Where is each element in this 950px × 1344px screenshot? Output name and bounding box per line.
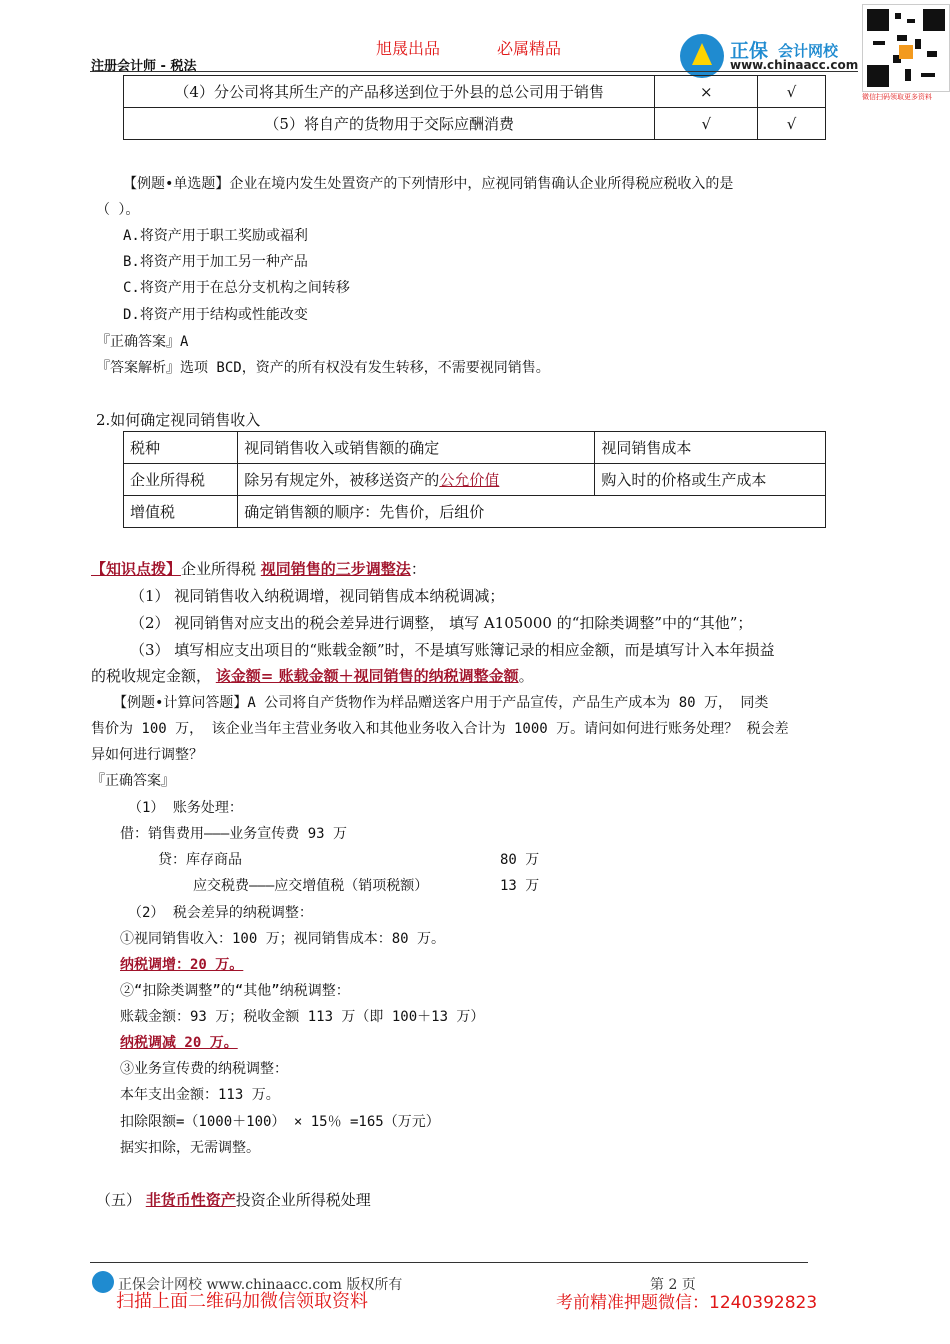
- table-row: [124, 108, 826, 140]
- step-1: （1） 视同销售收入纳税调增，视同销售成本纳税调减；: [130, 587, 505, 605]
- table-deemed-sale-income: [123, 431, 826, 528]
- knowledge-tag: 【知识点拨】: [91, 560, 182, 578]
- answer-label: 『正确答案』A: [96, 334, 189, 350]
- section5-suffix: 投资企业所得税处理: [235, 1191, 371, 1209]
- part-2-heading: （2） 税会差异的纳税调整：: [128, 905, 313, 921]
- promo-right: 考前精准押题微信：1240392823: [556, 1293, 818, 1313]
- footer-logo-icon: [92, 1271, 114, 1293]
- step-3-prefix: 的税收规定金额，: [91, 667, 216, 685]
- brand-tag-b: 必属精品: [497, 39, 562, 58]
- table-cell: 确定销售额的顺序：先售价，后组价: [238, 496, 826, 528]
- table-cell: √: [758, 108, 826, 140]
- footer-copyright: 正保会计网校 www.chinaacc.com 版权所有: [118, 1277, 403, 1293]
- table-row: [124, 464, 826, 496]
- knowledge-tip: [91, 558, 426, 579]
- answer-label-2: 『正确答案』: [91, 773, 175, 789]
- journal-credit-2-amount: 13 万: [500, 878, 540, 894]
- table-cell: （4）分公司将其所生产的产品移送到位于外县的总公司用于销售: [124, 76, 655, 108]
- fair-value-emphasis: 公允价值: [439, 471, 500, 489]
- qr-caption: 微信扫码领取更多资料: [862, 93, 932, 101]
- journal-credit-2: 应交税费———应交增值税（销项税额）: [193, 878, 429, 894]
- logo-name: 正保: [730, 40, 769, 62]
- step-s3-b: 扣除限额=（1000＋100） × 15％ =165（万元）: [120, 1114, 440, 1130]
- table-cell: 企业所得税: [124, 464, 238, 496]
- option-d: D.将资产用于结构或性能改变: [123, 307, 308, 323]
- step-3-end: 。: [518, 667, 534, 685]
- example2-question: 【例题•计算问答题】A 公司将自产货物作为样品赠送客户用于产品宣传，产品生产成本为 80 万， 同类: [113, 695, 769, 711]
- step-s2-adjust: 纳税调减 20 万。: [120, 1035, 238, 1051]
- table-deemed-sale-cases: [123, 75, 826, 140]
- knowledge-lead: 企业所得税: [181, 560, 261, 578]
- option-a: A.将资产用于职工奖励或福利: [123, 228, 308, 244]
- logo-sub: 会计网校: [778, 42, 839, 60]
- option-c: C.将资产用于在总分支机构之间转移: [123, 280, 350, 296]
- logo-url: www.chinaacc.com: [730, 58, 859, 72]
- part-1-heading: （1） 账务处理：: [128, 800, 243, 816]
- page-number: 第 2 页: [650, 1277, 696, 1293]
- step-3-cont: [91, 665, 534, 686]
- table-header-row: [124, 432, 826, 464]
- table-header: 税种: [124, 432, 238, 464]
- journal-credit-1: 贷：库存商品: [158, 852, 242, 868]
- step-s2: ②“扣除类调整”的“其他”纳税调整：: [120, 983, 350, 999]
- table-row: [124, 76, 826, 108]
- section5-emphasis: 非货币性资产: [145, 1191, 236, 1209]
- step-3-formula: 该金额= 账载金额＋视同销售的纳税调整金额: [215, 667, 519, 685]
- subject-label: 注册会计师 - 税法: [91, 59, 197, 74]
- example2-question-end: 异如何进行调整？: [91, 747, 203, 763]
- table-cell: （5）将自产的货物用于交际应酬消费: [124, 108, 655, 140]
- step-s3: ③业务宣传费的纳税调整：: [120, 1061, 288, 1077]
- table-cell: 增值税: [124, 496, 238, 528]
- step-s1: ①视同销售收入：100 万；视同销售成本：80 万。: [120, 931, 445, 947]
- journal-debit: 借：销售费用———业务宣传费 93 万: [120, 826, 348, 842]
- footer-divider: [90, 1262, 808, 1263]
- example1-question: 【例题•单选题】企业在境内发生处置资产的下列情形中，应视同销售确认企业所得税应税收入的是: [123, 176, 734, 192]
- example1-question-cont: （ ）。: [96, 202, 140, 218]
- option-b: B.将资产用于加工另一种产品: [123, 254, 308, 270]
- section5-heading: [96, 1189, 371, 1210]
- table-cell: √: [655, 108, 758, 140]
- section2-heading: 2.如何确定视同销售收入: [96, 411, 261, 429]
- knowledge-colon: ：: [410, 560, 426, 578]
- table-row: [124, 496, 826, 528]
- step-2: （2） 视同销售对应支出的税会差异进行调整， 填写 A105000 的“扣除类调整”中的“其他”；: [130, 614, 753, 632]
- knowledge-title: 视同销售的三步调整法: [260, 560, 411, 578]
- example2-question-cont: 售价为 100 万， 该企业当年主营业务收入和其他业务收入合计为 1000 万。请问如何进行账务处理？ 税会差: [91, 721, 789, 737]
- step-3: （3） 填写相应支出项目的“账载金额”时，不是填写账簿记录的相应金额，而是填写计入本年损益: [130, 641, 775, 659]
- cell-text: 除另有规定外，被移送资产的: [244, 471, 440, 489]
- table-header: 视同销售收入或销售额的确定: [238, 432, 595, 464]
- step-s1-adjust: 纳税调增：20 万。: [120, 957, 244, 973]
- table-cell: ×: [655, 76, 758, 108]
- table-cell: [238, 464, 595, 496]
- qr-code-icon: [862, 4, 950, 92]
- brand-tag-a: 旭晟出品: [376, 39, 441, 58]
- section5-prefix: （五）: [96, 1191, 146, 1209]
- step-s3-c: 据实扣除，无需调整。: [120, 1140, 260, 1156]
- table-cell: 购入时的价格或生产成本: [595, 464, 826, 496]
- table-cell: √: [758, 76, 826, 108]
- table-header: 视同销售成本: [595, 432, 826, 464]
- promo-left: 扫描上面二维码加微信领取资料: [116, 1291, 368, 1312]
- journal-credit-1-amount: 80 万: [500, 852, 540, 868]
- answer-analysis: 『答案解析』选项 BCD，资产的所有权没有发生转移，不需要视同销售。: [96, 360, 550, 376]
- step-s2-detail: 账载金额：93 万；税收金额 113 万（即 100＋13 万）: [120, 1009, 485, 1025]
- step-s3-a: 本年支出金额：113 万。: [120, 1087, 280, 1103]
- header-divider: [90, 71, 858, 72]
